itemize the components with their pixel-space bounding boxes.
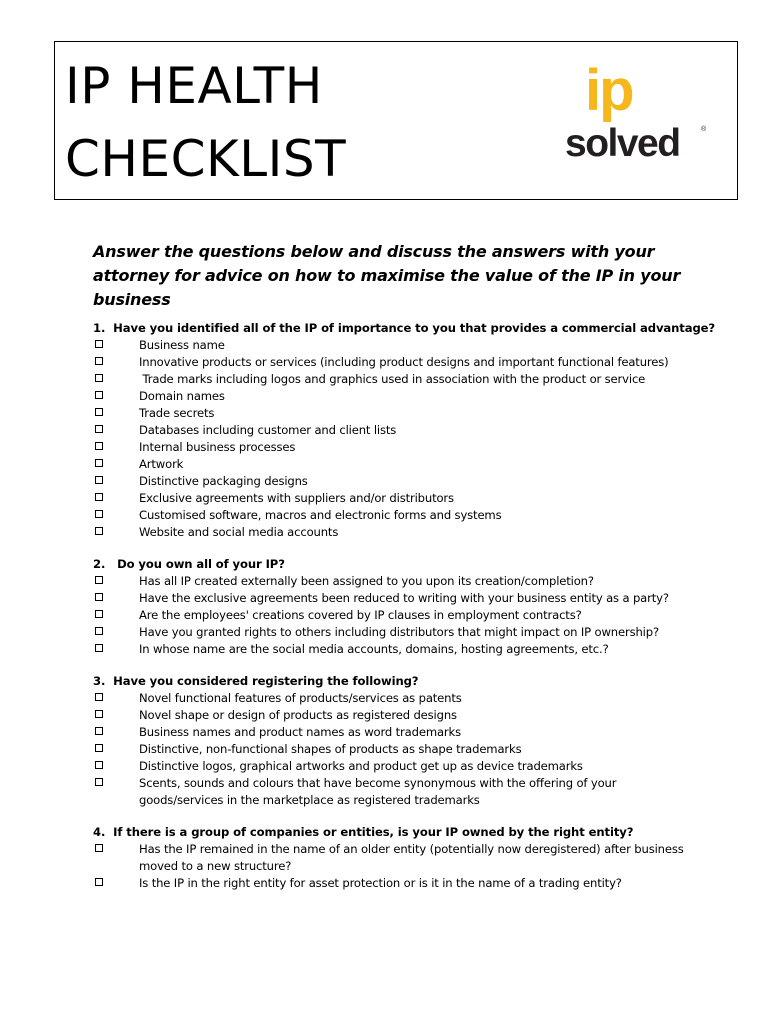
checkbox[interactable] — [95, 459, 103, 467]
checkbox[interactable] — [95, 878, 103, 886]
checklist-item-label: Has all IP created externally been assigned to you upon its creation/completion? — [139, 574, 594, 588]
checklist-item-label: Scents, sounds and colours that have become synonymous with the offering of your goods/services in the marketplace as registered trademarks — [139, 776, 620, 807]
section-question — [93, 556, 693, 573]
checklist-item — [93, 624, 693, 641]
checklist-section-3 — [93, 673, 693, 809]
header-box — [54, 41, 738, 200]
question-number: 4. — [93, 825, 106, 839]
checklist-item — [93, 507, 693, 524]
checklist-item — [93, 490, 693, 507]
checklist-item-label: Trade secrets — [139, 406, 215, 420]
checkbox[interactable] — [95, 593, 103, 601]
ip-solved-logo — [565, 58, 715, 172]
title-line-2: CHECKLIST — [65, 130, 347, 188]
checklist-item-label: Distinctive, non-functional shapes of products as shape trademarks — [139, 742, 522, 756]
section-question — [93, 824, 693, 841]
checklist-item-label: Internal business processes — [139, 440, 296, 454]
checklist-item — [93, 741, 693, 758]
intro-text: Answer the questions below and discuss the answers with your attorney for advice on how to maximise the value of the IP in your business — [93, 242, 681, 309]
checkbox[interactable] — [95, 610, 103, 618]
checklist-item-label: Trade marks including logos and graphics used in association with the product or service — [139, 372, 646, 386]
question-number: 1. — [93, 321, 106, 335]
checklist-item — [93, 707, 693, 724]
checklist-item-label: Novel functional features of products/services as patents — [139, 691, 462, 705]
checklist-item — [93, 841, 693, 875]
checkbox[interactable] — [95, 357, 103, 365]
checkbox[interactable] — [95, 778, 103, 786]
page-title — [65, 50, 346, 196]
checklist-item — [93, 456, 693, 473]
checklist-item — [93, 724, 693, 741]
checkbox[interactable] — [95, 576, 103, 584]
checklist-item-label: Are the employees' creations covered by IP clauses in employment contracts? — [139, 608, 582, 622]
checklist-item-label: Databases including customer and client lists — [139, 423, 397, 437]
checkbox[interactable] — [95, 391, 103, 399]
checklist-item — [93, 405, 693, 422]
checklist-item-label: Distinctive packaging designs — [139, 474, 308, 488]
checklist-item — [93, 524, 693, 541]
checkbox[interactable] — [95, 510, 103, 518]
checkbox[interactable] — [95, 527, 103, 535]
checkbox[interactable] — [95, 408, 103, 416]
checklist-item — [93, 337, 693, 354]
checklist-item-label: Customised software, macros and electronic forms and systems — [139, 508, 502, 522]
checkbox[interactable] — [95, 476, 103, 484]
checklist-item — [93, 875, 693, 892]
checklist-item — [93, 388, 693, 405]
question-text: Have you considered registering the following? — [113, 674, 419, 688]
checklist-item — [93, 354, 693, 371]
checkbox[interactable] — [95, 761, 103, 769]
checklist-item-label: Distinctive logos, graphical artworks and product get up as device trademarks — [139, 759, 583, 773]
checklist-item-label: Artwork — [139, 457, 184, 471]
logo-registered-mark: ® — [701, 126, 707, 133]
checklist-item-label: Has the IP remained in the name of an older entity (potentially now deregistered) after business moved to a new structure? — [139, 842, 688, 873]
logo-solved-text: solved — [565, 122, 680, 165]
checklist-section-2 — [93, 556, 693, 658]
checklist-item-label: Exclusive agreements with suppliers and/or distributors — [139, 491, 454, 505]
title-line-1: IP HEALTH — [65, 57, 323, 115]
checklist-item — [93, 590, 693, 607]
checklist-item — [93, 690, 693, 707]
checkbox[interactable] — [95, 627, 103, 635]
checkbox[interactable] — [95, 727, 103, 735]
checkbox[interactable] — [95, 693, 103, 701]
checklist-item — [93, 641, 693, 658]
checklist-item-label: Have the exclusive agreements been reduced to writing with your business entity as a party? — [139, 591, 669, 605]
checklist-item-label: Website and social media accounts — [139, 525, 339, 539]
checklist-item-label: Domain names — [139, 389, 225, 403]
checklist-item-label: Business names and product names as word trademarks — [139, 725, 461, 739]
section-question — [93, 673, 693, 690]
logo-ip-text: ip — [585, 58, 633, 123]
checklist-item — [93, 473, 693, 490]
checklist-item-label: Innovative products or services (including product designs and important functional features) — [139, 355, 669, 369]
checkbox[interactable] — [95, 425, 103, 433]
checklist-item — [93, 607, 693, 624]
checklist — [93, 320, 716, 907]
question-text: Do you own all of your IP? — [113, 557, 285, 571]
checklist-item-label: Novel shape or design of products as registered designs — [139, 708, 457, 722]
section-question — [93, 320, 716, 337]
checkbox[interactable] — [95, 340, 103, 348]
question-number: 3. — [93, 674, 106, 688]
question-text: Have you identified all of the IP of importance to you that provides a commercial advantage? — [113, 321, 716, 335]
checklist-item-label: Business name — [139, 338, 225, 352]
checklist-item — [93, 573, 693, 590]
checkbox[interactable] — [95, 442, 103, 450]
checkbox[interactable] — [95, 744, 103, 752]
checklist-item-label: Is the IP in the right entity for asset protection or is it in the name of a trading entity? — [139, 876, 622, 890]
question-number: 2. — [93, 557, 106, 571]
checklist-item-label: In whose name are the social media accounts, domains, hosting agreements, etc.? — [139, 642, 609, 656]
checklist-item — [93, 371, 693, 388]
checklist-item-label: Have you granted rights to others including distributors that might impact on IP ownership? — [139, 625, 659, 639]
checklist-section-1 — [93, 320, 716, 541]
checklist-item — [93, 758, 693, 775]
checkbox[interactable] — [95, 644, 103, 652]
checkbox[interactable] — [95, 844, 103, 852]
checklist-item — [93, 775, 693, 809]
checklist-section-4 — [93, 824, 693, 892]
checkbox[interactable] — [95, 493, 103, 501]
checkbox[interactable] — [95, 374, 103, 382]
checkbox[interactable] — [95, 710, 103, 718]
checklist-item — [93, 439, 693, 456]
question-text: If there is a group of companies or entities, is your IP owned by the right entity? — [113, 825, 634, 839]
checklist-item — [93, 422, 693, 439]
